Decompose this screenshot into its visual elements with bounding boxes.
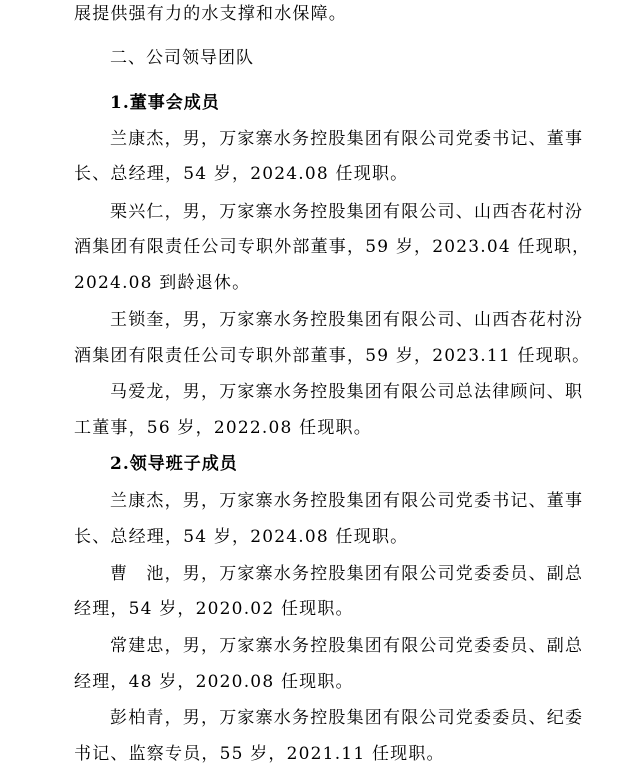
paragraph-line: 常建忠，男，万家寨水务控股集团有限公司党委委员、副总 xyxy=(110,636,584,656)
paragraph-line: 经理，54 岁，2020.02 任现职。 xyxy=(74,599,354,619)
paragraph-line: 书记、监察专员，55 岁，2021.11 任现职。 xyxy=(74,744,445,764)
subsection-heading-board: 1.董事会成员 xyxy=(110,93,220,113)
paragraph-line: 彭柏青，男，万家寨水务控股集团有限公司党委委员、纪委 xyxy=(110,708,584,728)
paragraph-line: 经理，48 岁，2020.08 任现职。 xyxy=(74,672,354,692)
paragraph-line: 长、总经理，54 岁，2024.08 任现职。 xyxy=(74,527,409,547)
section-heading: 二、公司领导团队 xyxy=(110,48,254,68)
paragraph-line: 酒集团有限责任公司专职外部董事，59 岁，2023.04 任现职， xyxy=(74,237,591,257)
paragraph-line: 酒集团有限责任公司专职外部董事，59 岁，2023.11 任现职。 xyxy=(74,346,591,366)
subsection-heading-leadership: 2.领导班子成员 xyxy=(110,454,238,474)
paragraph-line: 长、总经理，54 岁，2024.08 任现职。 xyxy=(74,164,409,184)
paragraph-line-continued: 展提供强有力的水支撑和水保障。 xyxy=(74,4,347,24)
paragraph-line: 王锁奎，男，万家寨水务控股集团有限公司、山西杏花村汾 xyxy=(110,310,584,330)
paragraph-line: 曹 池，男，万家寨水务控股集团有限公司党委委员、副总 xyxy=(110,564,584,584)
paragraph-line: 马爱龙，男，万家寨水务控股集团有限公司总法律顾问、职 xyxy=(110,382,584,402)
paragraph-line: 兰康杰，男，万家寨水务控股集团有限公司党委书记、董事 xyxy=(110,491,584,511)
paragraph-line: 兰康杰，男，万家寨水务控股集团有限公司党委书记、董事 xyxy=(110,129,584,149)
paragraph-line: 栗兴仁，男，万家寨水务控股集团有限公司、山西杏花村汾 xyxy=(110,202,584,222)
paragraph-line: 2024.08 到龄退休。 xyxy=(74,273,251,293)
paragraph-line: 工董事，56 岁，2022.08 任现职。 xyxy=(74,418,372,438)
